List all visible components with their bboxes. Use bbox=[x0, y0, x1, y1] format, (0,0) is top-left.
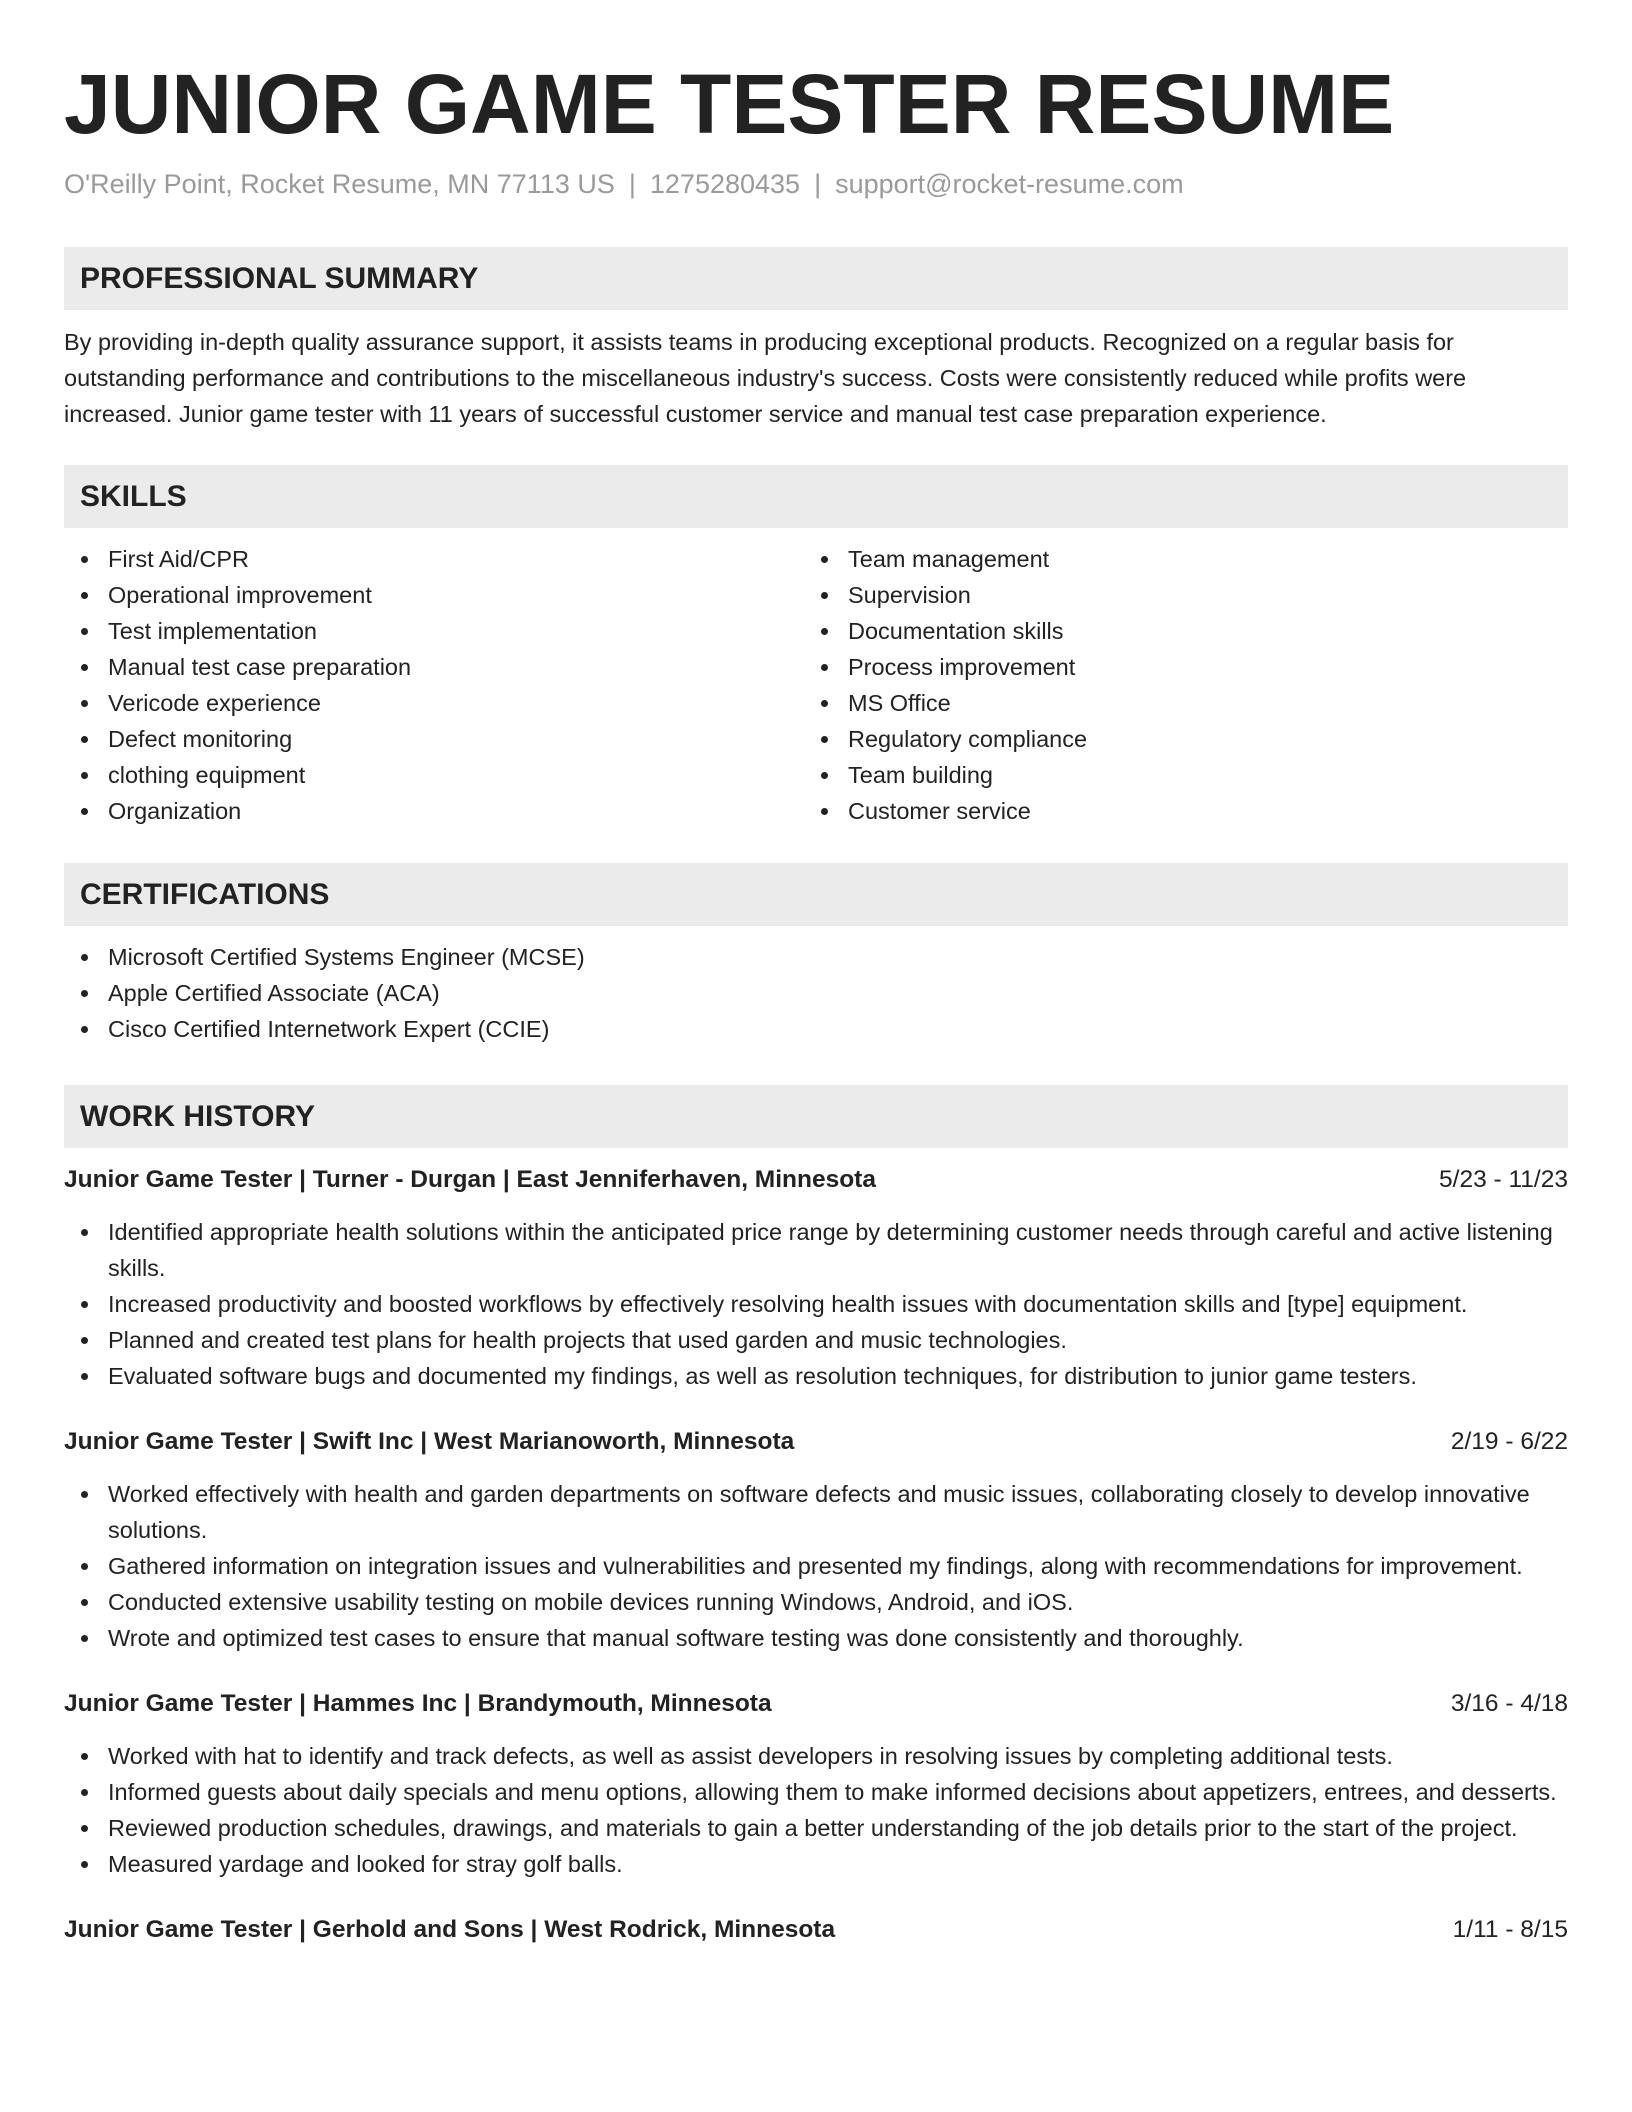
job-title: Junior Game Tester | Hammes Inc | Brandymouth, Minnesota bbox=[64, 1690, 772, 1717]
skills-section bbox=[64, 465, 1568, 829]
job-bullet: Worked with hat to identify and track defects, as well as assist developers in resolving issues by completing additional tests. bbox=[64, 1738, 1568, 1774]
skill-item: Vericode experience bbox=[64, 685, 804, 721]
skill-item: Operational improvement bbox=[64, 577, 804, 613]
contact-address: O'Reilly Point, Rocket Resume, MN 77113 US bbox=[64, 169, 615, 199]
job-bullet: Evaluated software bugs and documented my findings, as well as resolution techniques, for distribution to junior game testers. bbox=[64, 1358, 1568, 1394]
certification-item: Apple Certified Associate (ACA) bbox=[64, 975, 1568, 1011]
job-bullets bbox=[64, 1738, 1568, 1882]
job-bullet: Conducted extensive usability testing on mobile devices running Windows, Android, and iOS. bbox=[64, 1584, 1568, 1620]
certifications-list bbox=[64, 939, 1568, 1047]
skill-item: Defect monitoring bbox=[64, 721, 804, 757]
job-bullet: Informed guests about daily specials and menu options, allowing them to make informed decisions about appetizers, entrees, and desserts. bbox=[64, 1774, 1568, 1810]
contact-email: support@rocket-resume.com bbox=[835, 169, 1184, 199]
summary-section bbox=[64, 247, 1568, 432]
skills-columns bbox=[64, 541, 1568, 829]
job-header bbox=[64, 1162, 1568, 1198]
job-header bbox=[64, 1424, 1568, 1460]
job-entry bbox=[64, 1162, 1568, 1394]
skill-item: Team building bbox=[804, 757, 1544, 793]
contact-line bbox=[64, 166, 1568, 202]
skills-heading: SKILLS bbox=[64, 465, 1568, 528]
skill-item: Documentation skills bbox=[804, 613, 1544, 649]
job-dates: 5/23 - 11/23 bbox=[1439, 1166, 1568, 1193]
job-bullet: Wrote and optimized test cases to ensure that manual software testing was done consistently and thoroughly. bbox=[64, 1620, 1568, 1656]
job-entry bbox=[64, 1912, 1568, 1948]
work-history-heading: WORK HISTORY bbox=[64, 1085, 1568, 1148]
summary-text: By providing in-depth quality assurance support, it assists teams in producing exceptional products. Recognized on a regular basis for outstanding performance and contributions to the miscellaneous industry's success. Costs were consistently reduced while profits were increased. Junior game tester with 11 years of successful customer service and manual test case preparation experience. bbox=[64, 329, 1467, 427]
job-bullet: Increased productivity and boosted workflows by effectively resolving health issues with documentation skills and [type] equipment. bbox=[64, 1286, 1568, 1322]
job-header bbox=[64, 1686, 1568, 1722]
job-header bbox=[64, 1912, 1568, 1948]
certifications-section bbox=[64, 863, 1568, 1047]
certifications-heading: CERTIFICATIONS bbox=[64, 863, 1568, 926]
job-bullets bbox=[64, 1476, 1568, 1656]
job-entry bbox=[64, 1686, 1568, 1882]
work-history-section bbox=[64, 1085, 1568, 1948]
job-entry bbox=[64, 1424, 1568, 1656]
skill-item: Customer service bbox=[804, 793, 1544, 829]
certification-item: Microsoft Certified Systems Engineer (MCSE) bbox=[64, 939, 1568, 975]
job-title: Junior Game Tester | Gerhold and Sons | West Rodrick, Minnesota bbox=[64, 1916, 836, 1943]
skill-item: Organization bbox=[64, 793, 804, 829]
skill-item: MS Office bbox=[804, 685, 1544, 721]
job-bullet: Gathered information on integration issues and vulnerabilities and presented my findings, along with recommendations for improvement. bbox=[64, 1548, 1568, 1584]
skill-item: Manual test case preparation bbox=[64, 649, 804, 685]
skills-list-right bbox=[804, 541, 1544, 829]
contact-separator: | bbox=[628, 169, 636, 199]
job-title: Junior Game Tester | Turner - Durgan | East Jenniferhaven, Minnesota bbox=[64, 1166, 876, 1193]
summary-heading: PROFESSIONAL SUMMARY bbox=[64, 247, 1568, 310]
skills-list-left bbox=[64, 541, 804, 829]
job-bullet: Worked effectively with health and garden departments on software defects and music issues, collaborating closely to develop innovative solutions. bbox=[64, 1476, 1568, 1548]
job-bullets bbox=[64, 1214, 1568, 1394]
contact-phone: 1275280435 bbox=[649, 169, 801, 199]
skill-item: Regulatory compliance bbox=[804, 721, 1544, 757]
job-bullet: Measured yardage and looked for stray golf balls. bbox=[64, 1846, 1568, 1882]
job-bullet: Reviewed production schedules, drawings, and materials to gain a better understanding of the job details prior to the start of the project. bbox=[64, 1810, 1568, 1846]
job-bullet: Planned and created test plans for health projects that used garden and music technologies. bbox=[64, 1322, 1568, 1358]
skill-item: Test implementation bbox=[64, 613, 804, 649]
job-dates: 1/11 - 8/15 bbox=[1452, 1916, 1568, 1943]
contact-separator: | bbox=[814, 169, 822, 199]
skill-item: Team management bbox=[804, 541, 1544, 577]
job-dates: 2/19 - 6/22 bbox=[1450, 1428, 1568, 1455]
job-title: Junior Game Tester | Swift Inc | West Marianoworth, Minnesota bbox=[64, 1428, 795, 1455]
skill-item: First Aid/CPR bbox=[64, 541, 804, 577]
skill-item: Supervision bbox=[804, 577, 1544, 613]
job-dates: 3/16 - 4/18 bbox=[1450, 1690, 1568, 1717]
resume-title: JUNIOR GAME TESTER RESUME bbox=[64, 57, 1395, 151]
skill-item: clothing equipment bbox=[64, 757, 804, 793]
job-bullet: Identified appropriate health solutions within the anticipated price range by determining customer needs through careful and active listening skills. bbox=[64, 1214, 1568, 1286]
certification-item: Cisco Certified Internetwork Expert (CCIE) bbox=[64, 1011, 1568, 1047]
skill-item: Process improvement bbox=[804, 649, 1544, 685]
